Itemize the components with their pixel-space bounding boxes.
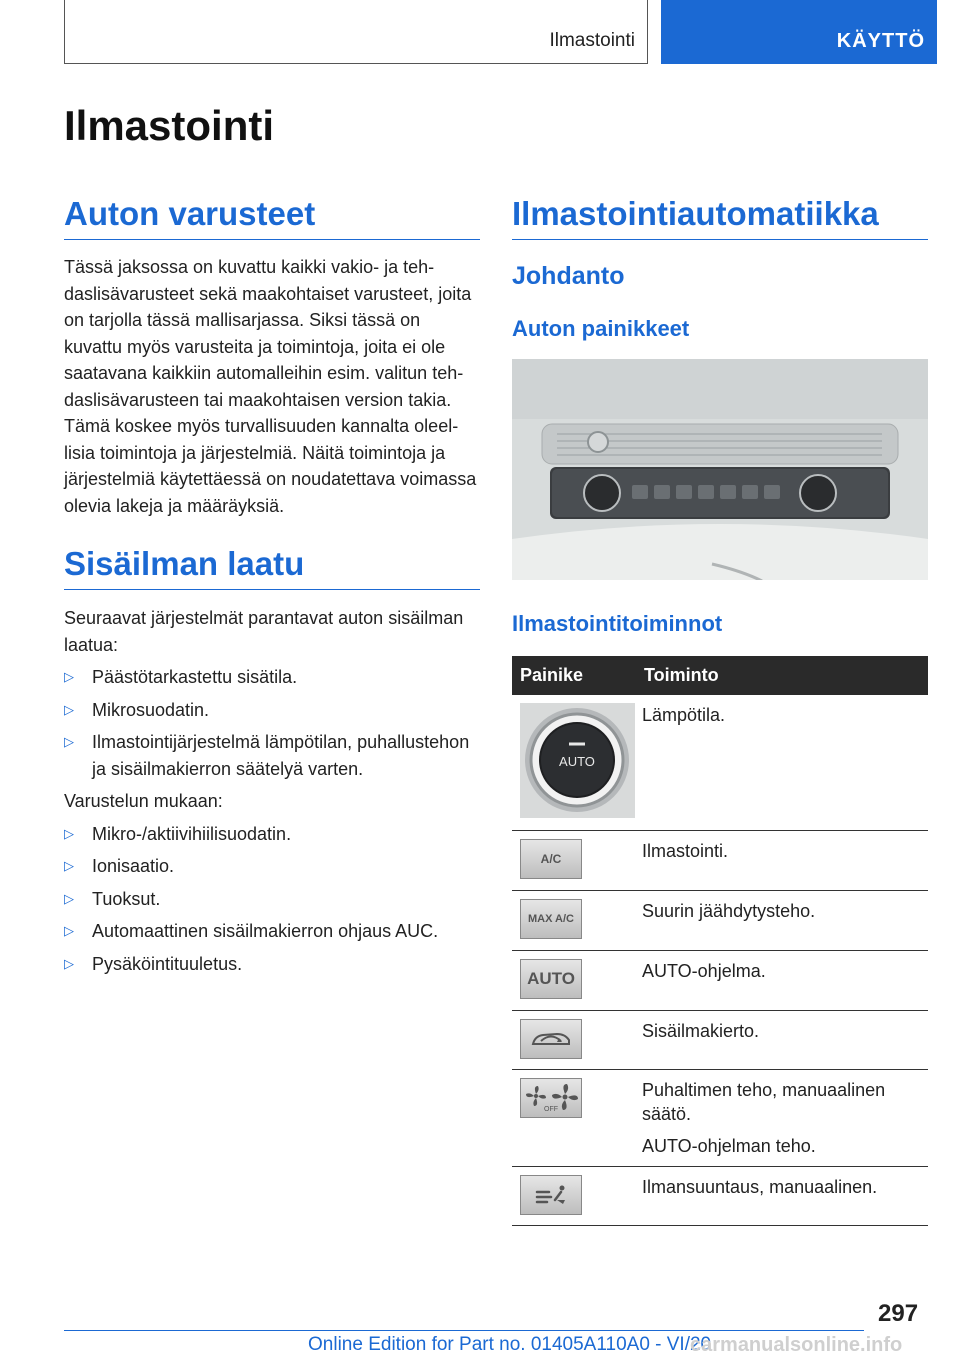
list-item: ▷ Tuoksut. <box>64 886 482 913</box>
function-text: Sisäilmakierto. <box>642 1021 760 1041</box>
triangle-bullet-icon: ▷ <box>64 825 74 841</box>
header-box <box>64 0 648 64</box>
header-section-title: Ilmastointi <box>549 30 635 51</box>
air-quality-section <box>64 605 482 977</box>
function-text: Suurin jäähdytysteho. <box>642 901 816 921</box>
ac-button-icon: A/C <box>520 839 582 879</box>
svg-text:OFF: OFF <box>544 1106 558 1113</box>
function-text: AUTO-ohjelma. <box>642 961 766 981</box>
functions-table <box>512 656 928 1226</box>
recirculation-button-icon <box>520 1019 582 1059</box>
table-row <box>512 1011 928 1070</box>
heading-climate-functions: Ilmastointitoiminnot <box>512 611 723 636</box>
triangle-bullet-icon: ▷ <box>64 890 74 906</box>
options-intro: Varustelun mukaan: <box>64 791 223 811</box>
list-item: ▷ Mikrosuodatin. <box>64 697 482 724</box>
climate-control-panel-photo <box>512 359 928 580</box>
svg-text:AUTO: AUTO <box>559 754 595 769</box>
triangle-bullet-icon: ▷ <box>64 701 74 717</box>
footer-edition: Online Edition for Part no. 01405A110A0 - VI/20 <box>308 1334 712 1355</box>
air-intro: Seuraavat järjestelmät parantavat auton sisäilman laatua: <box>64 608 464 655</box>
table-row <box>512 831 928 891</box>
list-item: ▷ Päästötarkastettu sisätila. <box>64 664 482 691</box>
heading-air-quality: Sisäilman laatu <box>64 545 480 590</box>
triangle-bullet-icon: ▷ <box>64 923 74 938</box>
watermark: carmanualsonline.info <box>690 1334 903 1356</box>
air-distribution-button-icon <box>520 1175 582 1215</box>
footer-divider <box>64 1330 864 1331</box>
table-row <box>512 1167 928 1226</box>
triangle-bullet-icon: ▷ <box>64 955 74 971</box>
heading-equipment: Auton varusteet <box>64 195 480 240</box>
list-item: ▷ Ilmastointijärjestelmä lämpötilan, puhallustehon ja sisäilmakierron säätelyä varten. <box>64 729 482 782</box>
table-row <box>512 695 928 831</box>
page-title: Ilmastointi <box>64 102 275 149</box>
fan-button-icon <box>520 1078 582 1118</box>
triangle-bullet-icon: ▷ <box>64 734 74 749</box>
table-row <box>512 1070 928 1167</box>
function-text: Lämpötila. <box>642 705 726 725</box>
column-header-function: Toiminto <box>644 665 719 685</box>
temperature-knob-icon <box>520 703 635 818</box>
list-item: ▷ Ionisaatio. <box>64 853 482 880</box>
list-item: ▷ Automaattinen sisäilmakierron ohjaus AUC. <box>64 918 482 945</box>
table-row <box>512 951 928 1011</box>
function-text: Ilmastointi. <box>642 841 729 861</box>
function-text: Puhaltimen teho, manuaalinen säätö. <box>642 1080 886 1124</box>
auto-button-icon: AUTO <box>520 959 582 999</box>
equipment-paragraph: Tässä jaksossa on kuvattu kaikki vakio- ja tehdaslisävarusteet sekä maakohtaiset varusteet, joita on tarjolla tässä mallisarjassa. Siksi tässä on kuvattu myös varusteita ja toimintoja, joita ei ole saatavana kaikkiin automalleihin esim. valitun tehdaslisävarusteen tai maakohtaisen version takia. Tämä koskee myös turvallisuuden kannalta oleellisia toimintoja ja järjestelmiä. Näitä toimintoja ja järjestelmiä käytettäessä on noudatettava voimassa olevia lakeja ja määräyksiä. <box>64 257 477 516</box>
function-text: Ilmansuuntaus, manuaalinen. <box>642 1177 878 1197</box>
header-chapter-tab[interactable]: KÄYTTÖ <box>661 0 937 64</box>
heading-vehicle-buttons: Auton painikkeet <box>512 316 690 341</box>
column-header-button: Painike <box>520 665 584 685</box>
list-item: ▷ Mikro-/aktiivihiilisuodatin. <box>64 821 482 848</box>
function-text-secondary: AUTO-ohjelman teho. <box>642 1136 816 1156</box>
table-row <box>512 891 928 951</box>
heading-auto-climate: Ilmastointiautomatiikka <box>512 195 928 240</box>
max-ac-button-icon: MAX A/C <box>520 899 582 939</box>
page-number: 297 <box>878 1300 919 1327</box>
list-item: ▷ Pysäköintituuletus. <box>64 951 482 978</box>
table-header <box>512 656 928 695</box>
heading-introduction: Johdanto <box>512 262 625 290</box>
triangle-bullet-icon: ▷ <box>64 858 74 873</box>
triangle-bullet-icon: ▷ <box>64 669 74 684</box>
